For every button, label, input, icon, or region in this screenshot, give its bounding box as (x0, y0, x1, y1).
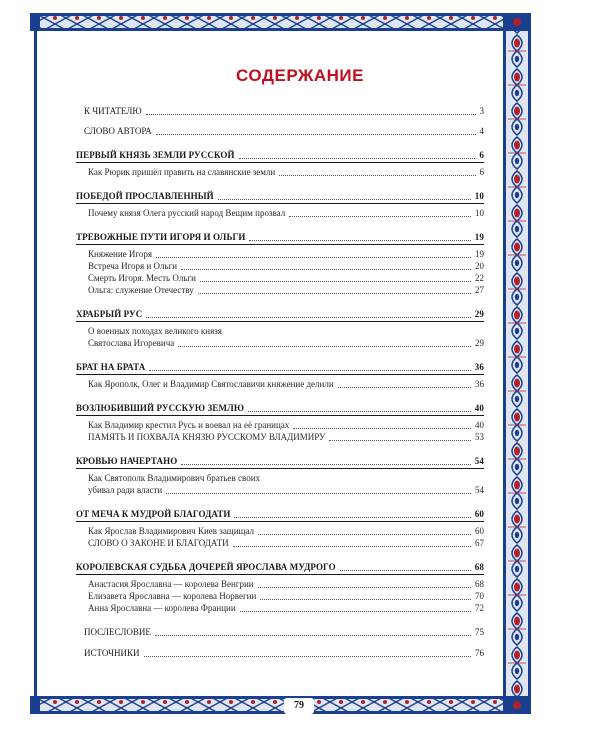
toc-chapter[interactable] (76, 150, 484, 163)
dot-leader (240, 610, 471, 612)
toc-subentry-label: Анна Ярославна — королева Франции (88, 603, 236, 613)
dot-leader (166, 492, 471, 494)
toc-subentry[interactable] (76, 591, 484, 602)
toc-chapter[interactable] (76, 191, 484, 204)
toc-subentry[interactable] (76, 603, 484, 614)
border-left (34, 13, 37, 714)
dot-leader (144, 655, 471, 657)
dot-leader (249, 239, 470, 241)
toc-subentry-page: 10 (475, 208, 484, 218)
toc-entry-page: 75 (475, 627, 484, 637)
toc-chapter-label: БРАТ НА БРАТА (76, 362, 146, 372)
dot-leader (233, 545, 471, 547)
dot-leader (258, 533, 471, 535)
dot-leader (289, 215, 471, 217)
toc-entry-label: ИСТОЧНИКИ (84, 648, 140, 658)
dot-leader (338, 386, 471, 388)
dot-leader (279, 174, 475, 176)
toc-subentry-label: Как Ярополк, Олег и Владимир Святославичи княжение делили (88, 379, 334, 389)
toc-subentry-label: СЛОВО О ЗАКОНЕ И БЛАГОДАТИ (88, 538, 229, 548)
toc-subentry-page: 6 (479, 167, 484, 177)
toc-chapter-label: ПЕРВЫЙ КНЯЗЬ ЗЕМЛИ РУССКОЙ (76, 150, 235, 160)
dot-leader (146, 316, 470, 318)
toc-subentry[interactable] (76, 249, 484, 260)
dot-leader (260, 598, 471, 600)
toc-subentry-page: 22 (475, 273, 484, 283)
toc-chapter[interactable] (76, 362, 484, 375)
toc-subentry[interactable] (76, 420, 484, 431)
toc-subentry-page: 54 (475, 485, 484, 495)
dot-leader (258, 586, 471, 588)
dot-leader (155, 634, 471, 636)
toc-entry-page: 3 (479, 106, 484, 116)
toc-subentry[interactable] (76, 261, 484, 272)
toc-subentry-label: Как Ярослав Владимирович Киев защищал (88, 526, 255, 536)
toc-subentry-page: 67 (475, 538, 484, 548)
dot-leader (198, 292, 471, 294)
toc-chapter-page: 68 (474, 562, 484, 572)
toc-chapter-page: 19 (474, 232, 484, 242)
toc-subentry[interactable] (76, 473, 484, 484)
toc-subentry-label: Смерть Игоря. Месть Ольги (88, 273, 196, 283)
toc-chapter-page: 40 (474, 403, 484, 413)
dot-leader (293, 427, 471, 429)
toc-subentry-page: 36 (475, 379, 484, 389)
toc-subentry-page: 53 (475, 432, 484, 442)
table-of-contents (76, 106, 484, 659)
toc-entry[interactable] (76, 648, 484, 659)
toc-subentry-label: Святослава Игоревича (88, 338, 175, 348)
dot-leader (149, 369, 470, 371)
dot-leader (181, 463, 470, 465)
toc-subentry[interactable] (76, 167, 484, 178)
toc-chapter-label: КОРОЛЕВСКАЯ СУДЬБА ДОЧЕРЕЙ ЯРОСЛАВА МУДРОГО (76, 562, 336, 572)
toc-subentry-label: Анастасия Ярославна — королева Венгрии (88, 579, 254, 589)
toc-subentry-label: Ольга: служение Отечеству (88, 285, 194, 295)
toc-entry-label: К ЧИТАТЕЛЮ (84, 106, 142, 116)
toc-chapter-label: ВОЗЛЮБИВШИЙ РУССКУЮ ЗЕМЛЮ (76, 403, 245, 413)
toc-entry[interactable] (76, 106, 484, 117)
dot-leader (200, 280, 471, 282)
dot-leader (234, 516, 470, 518)
toc-subentry[interactable] (76, 538, 484, 549)
toc-subentry-page: 72 (475, 603, 484, 613)
toc-subentry[interactable] (76, 432, 484, 443)
toc-subentry[interactable] (76, 579, 484, 590)
toc-chapter[interactable] (76, 456, 484, 469)
toc-subentry-page: 19 (475, 249, 484, 259)
toc-subentry-label: Почему князя Олега русский народ Вещим прозвал (88, 208, 286, 218)
toc-subentry[interactable] (76, 273, 484, 284)
border-top (34, 13, 526, 31)
toc-chapter[interactable] (76, 562, 484, 575)
toc-subentry-page: 70 (475, 591, 484, 601)
toc-subentry-label: ПАМЯТЬ И ПОХВАЛА КНЯЗЮ РУССКОМУ ВЛАДИМИРУ (88, 432, 326, 442)
toc-subentry-label: Встреча Игоря и Ольги (88, 261, 178, 271)
toc-entry-label: ПОСЛЕСЛОВИЕ (84, 627, 151, 637)
toc-subentry-label: Как Владимир крестил Русь и воевал на её границах (88, 420, 290, 430)
toc-subentry-page: 68 (475, 579, 484, 589)
toc-entry-page: 4 (479, 126, 484, 136)
toc-subentry-label: убивал ради власти (88, 485, 163, 495)
toc-chapter-page: 10 (474, 191, 484, 201)
toc-chapter-label: ПОБЕДОЙ ПРОСЛАВЛЕННЫЙ (76, 191, 214, 201)
toc-chapter[interactable] (76, 309, 484, 322)
toc-chapter[interactable] (76, 509, 484, 522)
toc-chapter-label: ОТ МЕЧА К МУДРОЙ БЛАГОДАТИ (76, 509, 231, 519)
toc-entry-page: 76 (475, 648, 484, 658)
toc-subentry-page: 29 (475, 338, 484, 348)
toc-chapter-label: ТРЕВОЖНЫЕ ПУТИ ИГОРЯ И ОЛЬГИ (76, 232, 246, 242)
dot-leader (218, 198, 471, 200)
border-bottom (34, 696, 526, 714)
toc-chapter-page: 29 (474, 309, 484, 319)
toc-entry[interactable] (76, 126, 484, 137)
toc-entry-label: СЛОВО АВТОРА (84, 126, 152, 136)
toc-chapter-page: 60 (474, 509, 484, 519)
toc-chapter-page: 6 (479, 150, 484, 160)
toc-subentry-label: О военных походах великого князя (88, 326, 222, 336)
toc-subentry-label: Елизавета Ярославна — королева Норвегии (88, 591, 257, 601)
dot-leader (156, 133, 476, 135)
toc-chapter[interactable] (76, 232, 484, 245)
toc-entry[interactable] (76, 627, 484, 638)
toc-subentry[interactable] (76, 208, 484, 219)
toc-chapter-label: ХРАБРЫЙ РУС (76, 309, 143, 319)
toc-subentry-label: Княжение Игоря (88, 249, 153, 259)
toc-subentry[interactable] (76, 338, 484, 349)
toc-subentry-label: Как Рюрик пришёл править на славянские земли (88, 167, 276, 177)
toc-subentry-page: 20 (475, 261, 484, 271)
toc-subentry-page: 27 (475, 285, 484, 295)
dot-leader (146, 113, 476, 115)
dot-leader (156, 256, 471, 258)
page-title: СОДЕРЖАНИЕ (236, 66, 364, 85)
toc-chapter[interactable] (76, 403, 484, 416)
toc-subentry-page: 60 (475, 526, 484, 536)
dot-leader (239, 157, 476, 159)
dot-leader (329, 439, 471, 441)
toc-subentry[interactable] (76, 285, 484, 296)
toc-subentry[interactable] (76, 379, 484, 390)
page-number: 79 (284, 698, 314, 714)
toc-chapter-label: КРОВЬЮ НАЧЕРТАНО (76, 456, 178, 466)
toc-subentry-label: Как Святополк Владимирович братьев своих (88, 473, 261, 483)
toc-subentry[interactable] (76, 485, 484, 496)
toc-chapter-page: 54 (474, 456, 484, 466)
dot-leader (248, 410, 471, 412)
toc-subentry[interactable] (76, 326, 484, 337)
dot-leader (340, 569, 471, 571)
toc-chapter-page: 36 (474, 362, 484, 372)
dot-leader (178, 345, 471, 347)
border-right (503, 13, 531, 714)
dot-leader (181, 268, 471, 270)
toc-subentry[interactable] (76, 526, 484, 537)
toc-subentry-page: 40 (475, 420, 484, 430)
